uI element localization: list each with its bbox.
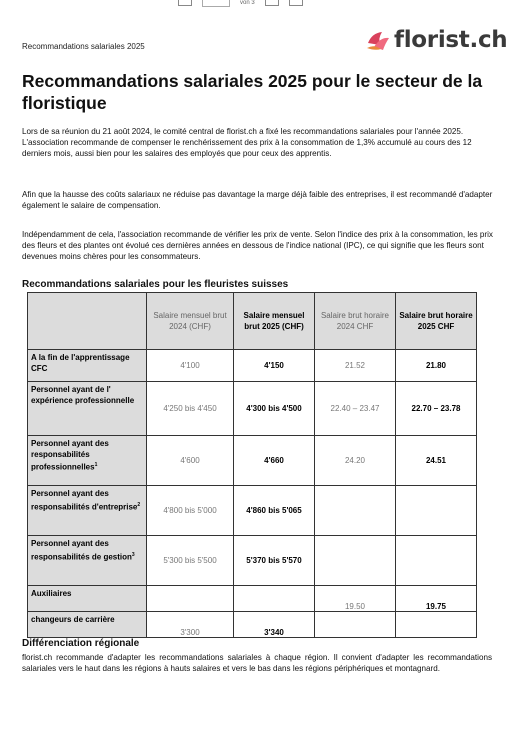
table-row	[28, 436, 477, 486]
monthly-2024-cell	[147, 586, 234, 612]
footnote-marker: 2	[137, 501, 141, 508]
regional-title: Différenciation régionale	[22, 638, 140, 649]
hourly-2024-cell: 19.50	[315, 586, 396, 612]
rotate-icon[interactable]	[265, 0, 279, 6]
monthly-2025-cell	[234, 586, 315, 612]
fit-page-icon[interactable]	[178, 0, 192, 6]
flower-logo-icon	[366, 29, 390, 51]
logo-text: florist.ch	[394, 27, 508, 53]
hourly-2025-cell	[396, 486, 477, 536]
row-label-text: Personnel ayant des responsabilités d'entreprise	[31, 489, 138, 512]
cost-paragraph: Afin que la hausse des coûts salariaux ne réduise pas davantage la marge déjà faible des entreprises, il est recommandé d'adapter également le salaire de compensation.	[22, 190, 493, 211]
hourly-2025-cell	[396, 536, 477, 586]
hourly-2024-cell	[315, 486, 396, 536]
monthly-2024-cell: 4'600	[147, 436, 234, 486]
row-label: Auxiliaires	[28, 586, 147, 612]
hourly-2024-cell	[315, 612, 396, 638]
toolbar-controls	[178, 0, 303, 8]
monthly-2024-cell: 4'100	[147, 350, 234, 382]
hourly-2025-cell: 22.70 – 23.78	[396, 382, 477, 436]
table-row	[28, 536, 477, 586]
page-count: von 3	[240, 0, 255, 6]
florist-logo	[366, 25, 507, 55]
header-label: Recommandations salariales 2025	[22, 42, 145, 51]
monthly-2025-cell: 4'860 bis 5'065	[234, 486, 315, 536]
table-header-row	[28, 293, 477, 350]
page-number-input[interactable]	[202, 0, 230, 7]
row-label	[28, 536, 147, 586]
salary-table	[27, 292, 477, 638]
header-monthly-2025: Salaire mensuel brut 2025 (CHF)	[234, 293, 315, 350]
table-row	[28, 382, 477, 436]
table-row	[28, 486, 477, 536]
hourly-2024-cell	[315, 536, 396, 586]
header-hourly-2025: Salaire brut horaire 2025 CHF	[396, 293, 477, 350]
header-hourly-2024: Salaire brut horaire 2024 CHF	[315, 293, 396, 350]
hourly-2024-cell: 22.40 – 23.47	[315, 382, 396, 436]
table-row	[28, 612, 477, 638]
row-label	[28, 486, 147, 536]
monthly-2024-cell: 5'300 bis 5'500	[147, 536, 234, 586]
hourly-2024-cell: 21.52	[315, 350, 396, 382]
price-paragraph: Indépendamment de cela, l'association recommande de vérifier les prix de vente. Selon l'indice des prix à la consommation, les prix des fleurs et des plantes ont évolué ces dernières années en dessous de l'indice national (IPC), ce qui signifie que les fleurs sont devenues moins chères pour les consommateurs.	[22, 230, 493, 262]
table-title: Recommandations salariales pour les fleuristes suisses	[22, 279, 289, 290]
page-title: Recommandations salariales 2025 pour le secteur de la floristique	[22, 71, 483, 113]
row-label: Personnel ayant de l' expérience professionnelle	[28, 382, 147, 436]
history-icon[interactable]	[289, 0, 303, 6]
monthly-2024-cell: 3'300	[147, 612, 234, 638]
row-label-text: Personnel ayant des responsabilités professionnelles	[31, 439, 109, 472]
header-monthly-2024: Salaire mensuel brut 2024 (CHF)	[147, 293, 234, 350]
monthly-2025-cell: 4'660	[234, 436, 315, 486]
hourly-2025-cell: 21.80	[396, 350, 477, 382]
monthly-2025-cell: 4'150	[234, 350, 315, 382]
viewer-toolbar	[0, 0, 528, 10]
hourly-2025-cell: 19.75	[396, 586, 477, 612]
regional-text: florist.ch recommande d'adapter les recommandations salariales à chaque région. Il convient d'adapter les recommandations salariales vers le haut dans les régions à hauts salaires et vers le bas dans les régions périphériques et montagnard.	[22, 653, 492, 674]
hourly-2024-cell: 24.20	[315, 436, 396, 486]
row-label-text: Personnel ayant des responsabilités de gestion	[31, 539, 132, 562]
row-label: A la fin de l'apprentissage CFC	[28, 350, 147, 382]
monthly-2024-cell: 4'800 bis 5'000	[147, 486, 234, 536]
monthly-2025-cell: 5'370 bis 5'570	[234, 536, 315, 586]
intro-paragraph: Lors de sa réunion du 21 août 2024, le comité central de florist.ch a fixé les recommandations salariales pour l'année 2025. L'association recommande de compenser le renchérissement des prix à la consommation de 1,3% accumulé au cours des 12 derniers mois, aussi bien pour les salaires des employés que pour ceux des apprentis.	[22, 127, 472, 159]
monthly-2025-cell: 3'340	[234, 612, 315, 638]
footnote-marker: 3	[131, 551, 135, 558]
hourly-2025-cell	[396, 612, 477, 638]
table-row	[28, 586, 477, 612]
hourly-2025-cell: 24.51	[396, 436, 477, 486]
monthly-2024-cell: 4'250 bis 4'450	[147, 382, 234, 436]
table-row	[28, 350, 477, 382]
row-label	[28, 436, 147, 486]
monthly-2025-cell: 4'300 bis 4'500	[234, 382, 315, 436]
row-label: changeurs de carrière	[28, 612, 147, 638]
header-empty	[28, 293, 147, 350]
footnote-marker: 1	[94, 462, 98, 468]
